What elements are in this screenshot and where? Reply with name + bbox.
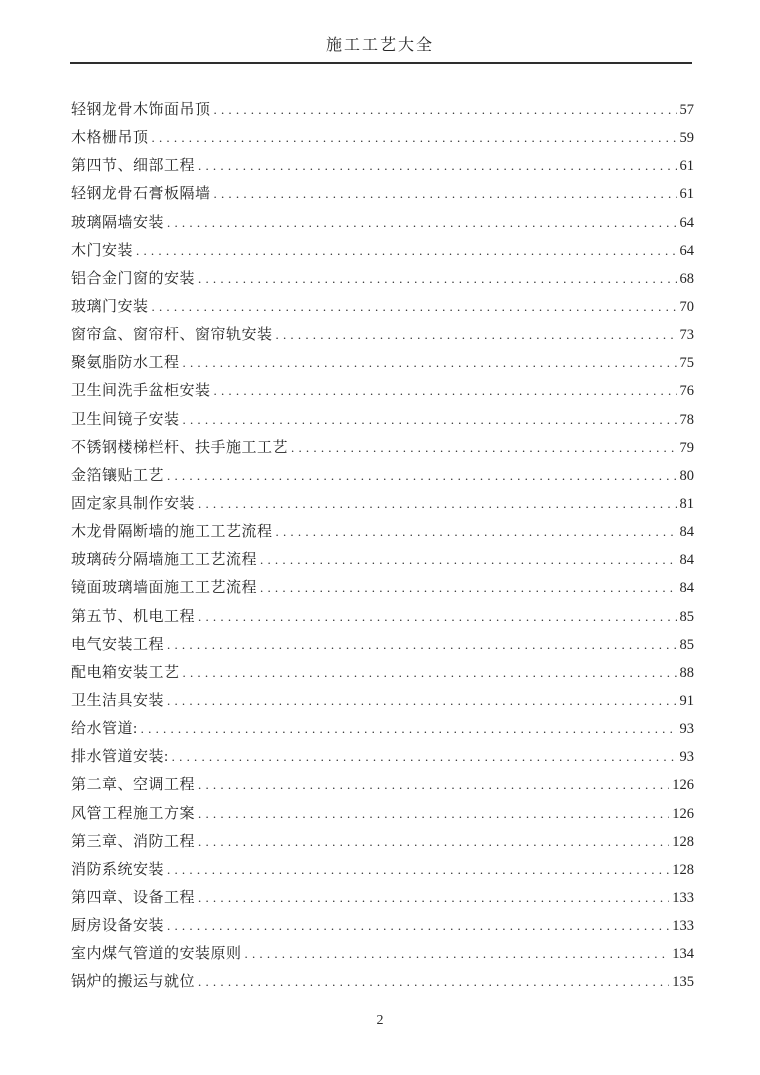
toc-page-number: 93: [679, 749, 694, 766]
toc-entry-title: 卫生间镜子安装: [71, 411, 180, 428]
toc-entry-title: 第五节、机电工程: [71, 608, 196, 625]
toc-dot-leader: [141, 715, 677, 743]
toc-dot-leader: [167, 912, 669, 940]
toc-dot-leader: [214, 96, 677, 124]
toc-page-number: 61: [679, 158, 694, 175]
toc-row[interactable]: [71, 659, 694, 687]
toc-row[interactable]: [71, 293, 694, 321]
toc-entry-title: 窗帘盒、窗帘杆、窗帘轨安装: [71, 327, 273, 344]
toc-dot-leader: [245, 940, 670, 968]
toc-entry-title: 厨房设备安装: [71, 918, 165, 935]
toc-dot-leader: [152, 293, 677, 321]
toc-entry-title: 第二章、空调工程: [71, 777, 196, 794]
toc-dot-leader: [152, 124, 677, 152]
toc-row[interactable]: [71, 743, 694, 771]
toc-page-number: 64: [679, 242, 694, 259]
toc-page-number: 88: [679, 664, 694, 681]
toc-page-number: 133: [672, 918, 694, 935]
toc-entry-title: 给水管道:: [71, 721, 138, 738]
toc-page-number: 93: [679, 721, 694, 738]
toc-page-number: 91: [679, 692, 694, 709]
toc-page-number: 68: [679, 270, 694, 287]
toc-dot-leader: [291, 434, 676, 462]
toc-row[interactable]: [71, 321, 694, 349]
toc-page-number: 85: [679, 608, 694, 625]
toc-dot-leader: [198, 265, 676, 293]
toc-page-number: 70: [679, 298, 694, 315]
toc-row[interactable]: [71, 518, 694, 546]
toc-dot-leader: [167, 462, 676, 490]
toc-dot-leader: [167, 856, 669, 884]
toc-row[interactable]: [71, 96, 694, 124]
toc-row[interactable]: [71, 237, 694, 265]
toc-dot-leader: [183, 349, 677, 377]
toc-row[interactable]: [71, 687, 694, 715]
toc-page-number: 81: [679, 495, 694, 512]
toc-row[interactable]: [71, 490, 694, 518]
toc-entry-title: 轻钢龙骨石膏板隔墙: [71, 186, 211, 203]
toc-entry-title: 风管工程施工方案: [71, 805, 196, 822]
toc-entry-title: 卫生洁具安装: [71, 692, 165, 709]
toc-page-number: 80: [679, 467, 694, 484]
toc-row[interactable]: [71, 180, 694, 208]
toc-entry-title: 铝合金门窗的安装: [71, 270, 196, 287]
toc-row[interactable]: [71, 209, 694, 237]
toc-row[interactable]: [71, 603, 694, 631]
toc-page-number: 135: [672, 974, 694, 991]
toc-entry-title: 第四章、设备工程: [71, 889, 196, 906]
toc-dot-leader: [198, 828, 669, 856]
toc-page-number: 79: [679, 439, 694, 456]
toc-row[interactable]: [71, 265, 694, 293]
toc-dot-leader: [198, 968, 669, 996]
toc-row[interactable]: [71, 377, 694, 405]
toc-page-number: 84: [679, 580, 694, 597]
toc-entry-title: 卫生间洗手盆柜安装: [71, 383, 211, 400]
page-footer: [0, 1013, 760, 1029]
toc-entry-title: 木门安装: [71, 242, 134, 259]
toc-entry-title: 排水管道安装:: [71, 749, 169, 766]
toc-row[interactable]: [71, 574, 694, 602]
toc-row[interactable]: [71, 124, 694, 152]
toc-entry-title: 配电箱安装工艺: [71, 664, 180, 681]
toc-page-number: 126: [672, 805, 694, 822]
toc-row[interactable]: [71, 800, 694, 828]
toc-entry-title: 锅炉的搬运与就位: [71, 974, 196, 991]
toc-row[interactable]: [71, 546, 694, 574]
toc-dot-leader: [198, 490, 676, 518]
toc-page-number: 128: [672, 861, 694, 878]
toc-row[interactable]: [71, 828, 694, 856]
toc-dot-leader: [214, 377, 677, 405]
toc-dot-leader: [198, 800, 669, 828]
toc-page-number: 76: [679, 383, 694, 400]
toc-entry-title: 电气安装工程: [71, 636, 165, 653]
page-number: 2: [376, 1013, 384, 1028]
toc-page-number: 75: [679, 355, 694, 372]
toc-page-number: 59: [679, 130, 694, 147]
toc-row[interactable]: [71, 434, 694, 462]
toc-page-number: 73: [679, 327, 694, 344]
toc-page-number: 61: [679, 186, 694, 203]
toc-entry-title: 室内煤气管道的安装原则: [71, 946, 242, 963]
toc-row[interactable]: [71, 349, 694, 377]
toc-entry-title: 轻钢龙骨木饰面吊顶: [71, 102, 211, 118]
toc-dot-leader: [167, 209, 676, 237]
toc-row[interactable]: [71, 631, 694, 659]
toc-row[interactable]: [71, 940, 694, 968]
toc-row[interactable]: [71, 152, 694, 180]
toc-dot-leader: [167, 687, 676, 715]
toc-row[interactable]: [71, 771, 694, 799]
toc-row[interactable]: [71, 856, 694, 884]
toc-row[interactable]: [71, 715, 694, 743]
toc-page-number: 85: [679, 636, 694, 653]
toc-dot-leader: [198, 152, 676, 180]
toc-entry-title: 固定家具制作安装: [71, 495, 196, 512]
toc-entry-title: 木龙骨隔断墙的施工工艺流程: [71, 524, 273, 541]
toc-dot-leader: [198, 771, 669, 799]
toc-entry-title: 玻璃隔墙安装: [71, 214, 165, 231]
toc-entry-title: 金箔镶贴工艺: [71, 467, 165, 484]
toc-row[interactable]: [71, 462, 694, 490]
toc-page-number: 57: [679, 102, 694, 118]
toc-page-number: 84: [679, 552, 694, 569]
toc-page-number: 78: [679, 411, 694, 428]
header-rule: [70, 62, 692, 64]
toc-entry-title: 不锈钢楼梯栏杆、扶手施工工艺: [71, 439, 289, 456]
toc-page-number: 133: [672, 889, 694, 906]
toc-dot-leader: [183, 406, 677, 434]
toc-entry-title: 第四节、细部工程: [71, 158, 196, 175]
toc-row[interactable]: [71, 406, 694, 434]
toc-entry-title: 玻璃门安装: [71, 298, 149, 315]
toc-page-number: 126: [672, 777, 694, 794]
document-title: 施工工艺大全: [325, 37, 434, 54]
toc-dot-leader: [198, 603, 676, 631]
toc-list: [71, 96, 694, 997]
toc-page-number: 134: [672, 946, 694, 963]
toc-page-number: 128: [672, 833, 694, 850]
toc-page-number: 84: [679, 524, 694, 541]
toc-entry-title: 木格栅吊顶: [71, 130, 149, 147]
document-header: [0, 0, 760, 55]
toc-dot-leader: [183, 659, 677, 687]
toc-entry-title: 玻璃砖分隔墙施工工艺流程: [71, 552, 258, 569]
toc-dot-leader: [198, 884, 669, 912]
toc-dot-leader: [167, 631, 676, 659]
toc-page-number: 64: [679, 214, 694, 231]
toc-dot-leader: [260, 574, 676, 602]
toc-row[interactable]: [71, 968, 694, 996]
toc-dot-leader: [276, 518, 677, 546]
toc-dot-leader: [276, 321, 677, 349]
toc-entry-title: 镜面玻璃墙面施工工艺流程: [71, 580, 258, 597]
toc-entry-title: 第三章、消防工程: [71, 833, 196, 850]
toc-row[interactable]: [71, 884, 694, 912]
toc-entry-title: 聚氨脂防水工程: [71, 355, 180, 372]
toc-row[interactable]: [71, 912, 694, 940]
toc-dot-leader: [214, 180, 677, 208]
toc-dot-leader: [172, 743, 677, 771]
toc-dot-leader: [260, 546, 676, 574]
toc-entry-title: 消防系统安装: [71, 861, 165, 878]
toc-dot-leader: [136, 237, 676, 265]
